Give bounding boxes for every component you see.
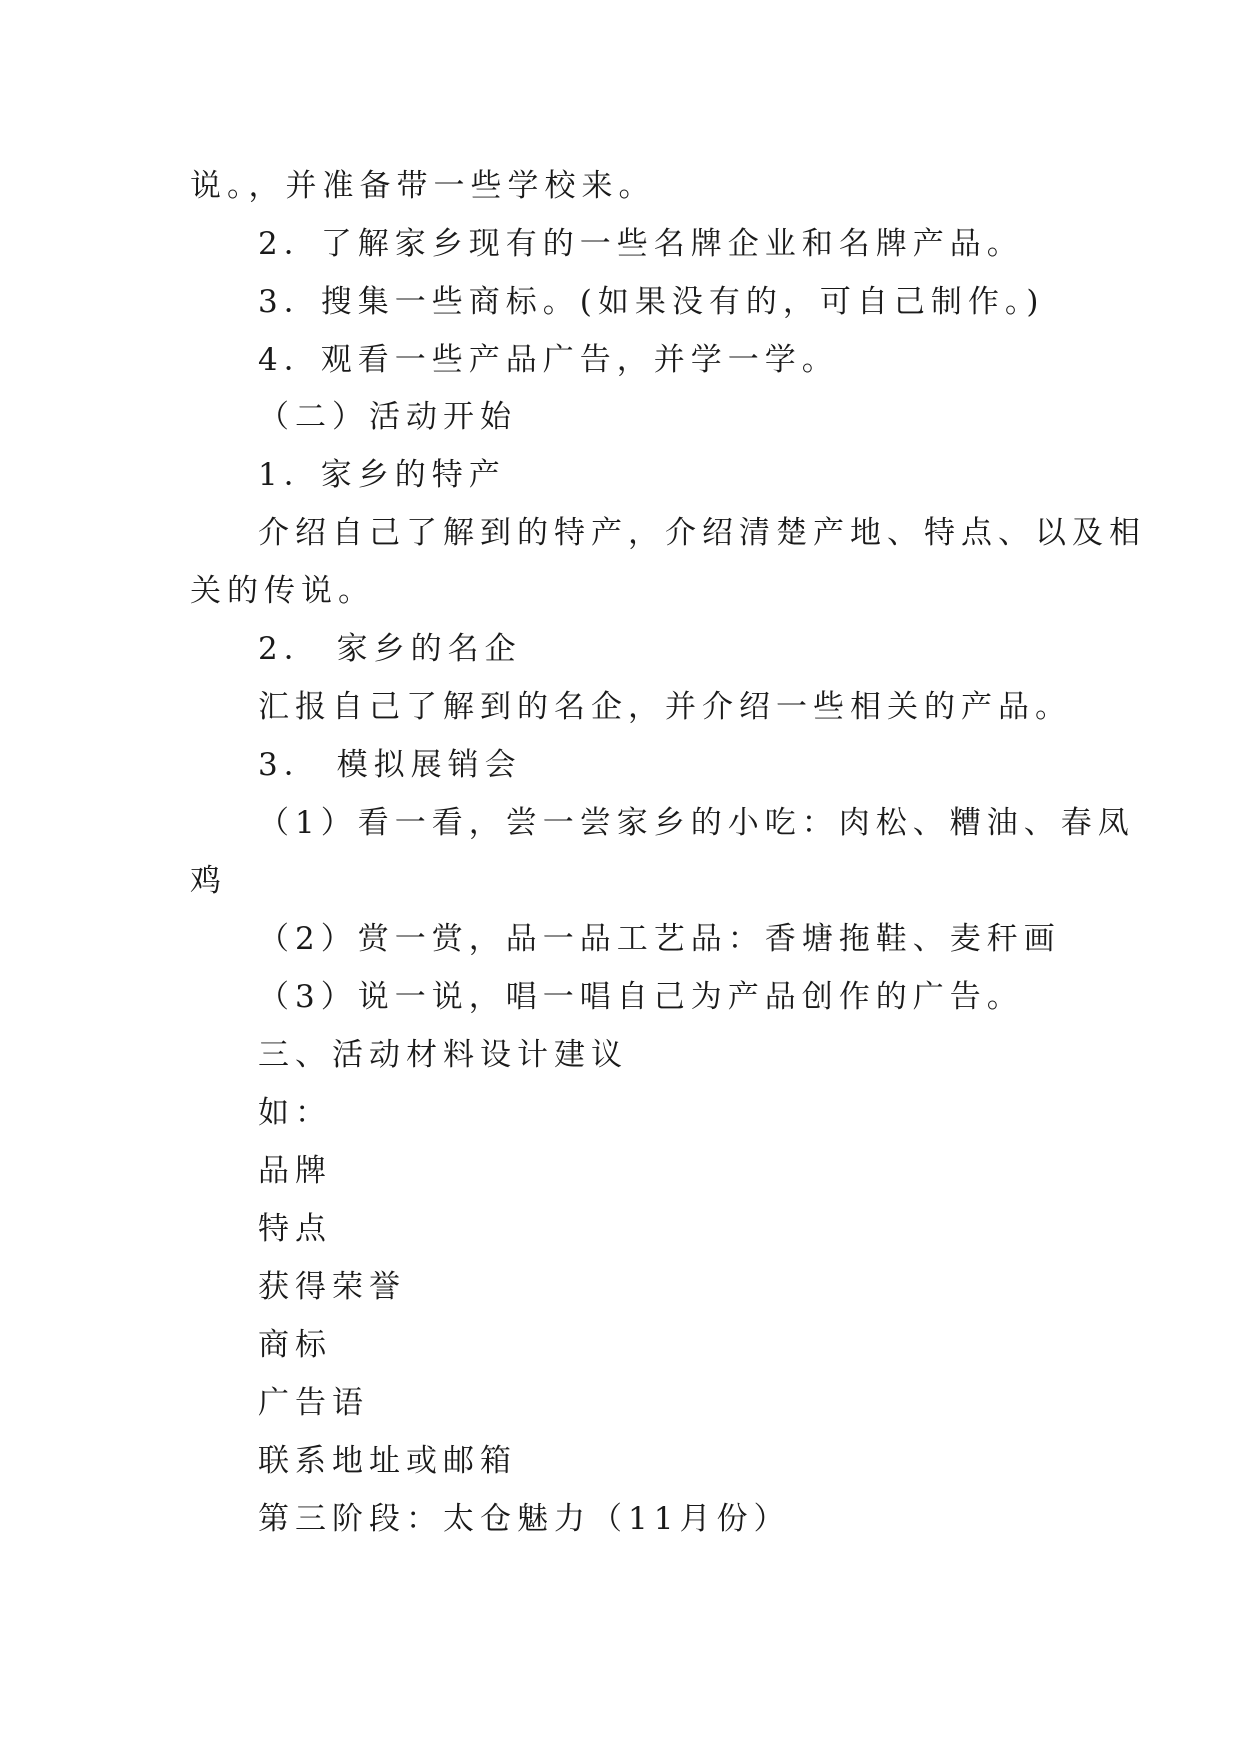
section-heading-activity-start: （二）活动开始 <box>258 399 517 435</box>
text-line-12: （1）看一看，尝一尝家乡的小吃：肉松、糟油、春凤 <box>258 805 1135 841</box>
list-item-features: 特点 <box>258 1211 332 1247</box>
text-line-14: （2）赏一赏，品一品工艺品：香塘拖鞋、麦秆画 <box>258 921 1061 957</box>
list-item-trademark: 商标 <box>258 1327 332 1363</box>
list-item-honors: 获得荣誉 <box>258 1269 406 1305</box>
subheading-mock-expo: 3． 模拟展销会 <box>258 747 522 783</box>
section-heading-materials: 三、活动材料设计建议 <box>258 1037 628 1073</box>
text-line-15: （3）说一说，唱一唱自己为产品创作的广告。 <box>258 979 1024 1015</box>
list-item-brand: 品牌 <box>258 1153 332 1189</box>
list-item-slogan: 广告语 <box>258 1385 369 1421</box>
text-line-7: 介绍自己了解到的特产，介绍清楚产地、特点、以及相 <box>258 515 1146 551</box>
text-line-1: 说。，并准备带一些学校来。 <box>190 168 656 204</box>
text-line-13: 鸡 <box>190 863 227 899</box>
text-line-17: 如： <box>258 1095 332 1131</box>
text-line-4: 4．观看一些产品广告，并学一学。 <box>258 342 839 378</box>
subheading-local-specialties: 1．家乡的特产 <box>258 457 506 493</box>
subheading-famous-enterprises: 2． 家乡的名企 <box>258 631 522 667</box>
list-item-contact: 联系地址或邮箱 <box>258 1443 517 1479</box>
text-line-3: 3．搜集一些商标。(如果没有的，可自己制作。) <box>258 284 1045 320</box>
text-line-8: 关的传说。 <box>190 573 375 609</box>
text-line-2: 2．了解家乡现有的一些名牌企业和名牌产品。 <box>258 226 1024 262</box>
text-line-10: 汇报自己了解到的名企，并介绍一些相关的产品。 <box>258 689 1072 725</box>
section-heading-stage-three: 第三阶段：太仓魅力（11月份） <box>258 1501 791 1537</box>
